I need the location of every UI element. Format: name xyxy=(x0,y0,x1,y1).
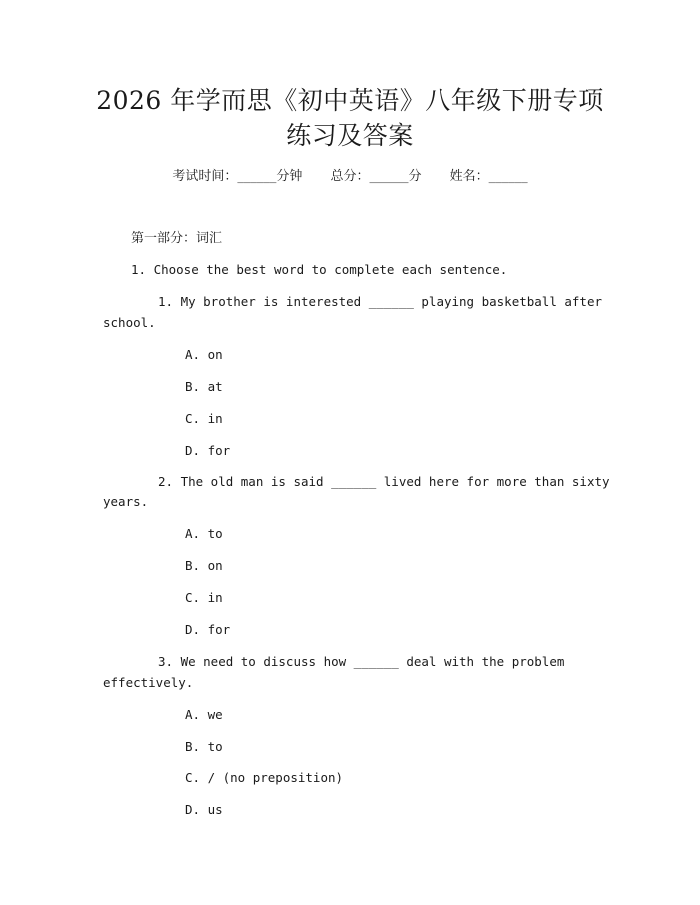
exam-meta xyxy=(0,168,700,186)
question-2-stem-continued: years. xyxy=(103,494,149,509)
question-2-option-d: D. for xyxy=(185,622,231,637)
section-title: 第一部分：词汇 xyxy=(131,231,223,246)
question-2-option-a: A. to xyxy=(185,526,223,541)
document-title-line2: 练习及答案 xyxy=(286,121,414,150)
question-2-option-c: C. in xyxy=(185,590,223,605)
document-title-line1: 2026 年学而思《初中英语》八年级下册专项 xyxy=(96,86,604,115)
question-3-option-d: D. us xyxy=(185,802,223,817)
question-2-option-b: B. on xyxy=(185,558,223,573)
question-1-stem-continued: school. xyxy=(103,315,156,330)
question-2-stem: 2. The old man is said ______ lived here for more than sixty xyxy=(158,474,610,489)
question-1-option-a: A. on xyxy=(185,347,223,362)
name-field: 姓名：______ xyxy=(449,169,528,184)
question-1-option-c: C. in xyxy=(185,411,223,426)
question-3-option-b: B. to xyxy=(185,739,223,754)
total-score-field: 总分：______分 xyxy=(330,169,422,184)
exam-time-field: 考试时间：______分钟 xyxy=(172,169,303,184)
question-1-option-d: D. for xyxy=(185,443,231,458)
instruction-text: 1. Choose the best word to complete each sentence. xyxy=(131,262,508,277)
question-3-stem: 3. We need to discuss how ______ deal with the problem xyxy=(158,654,565,669)
question-1-stem: 1. My brother is interested ______ playing basketball after xyxy=(158,294,603,309)
question-3-option-c: C. / (no preposition) xyxy=(185,770,344,785)
question-3-option-a: A. we xyxy=(185,707,223,722)
question-3-stem-continued: effectively. xyxy=(103,675,194,690)
question-1-option-b: B. at xyxy=(185,379,223,394)
